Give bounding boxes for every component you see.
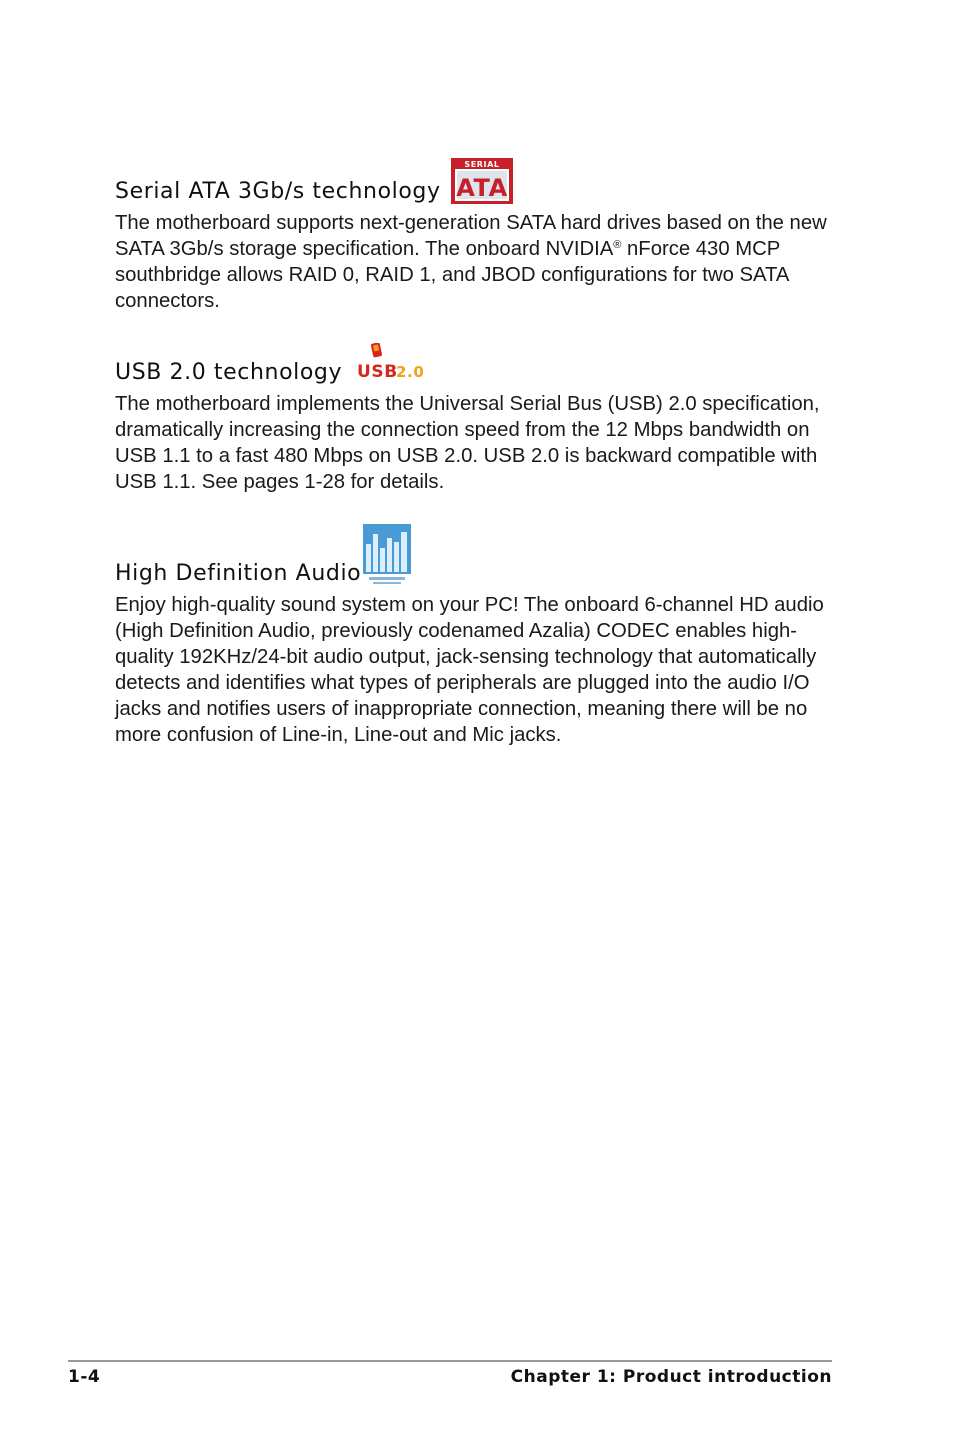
serial-ata-heading: Serial ATA 3Gb/s technology <box>115 179 441 204</box>
section-usb <box>115 343 835 495</box>
page-number: 1-4 <box>68 1367 101 1387</box>
usb-heading: USB 2.0 technology <box>115 360 343 385</box>
section-heading <box>115 524 835 586</box>
usb-logo <box>356 343 426 385</box>
section-hd-audio <box>115 524 835 748</box>
chapter-title: Chapter 1: Product introduction <box>510 1367 832 1387</box>
section-serial-ata <box>115 158 835 314</box>
section-heading <box>115 158 835 204</box>
paragraph-part: nForce 430 MCP southbridge allows RAID 0, RAID 1, and JBOD configurations for two SATA connectors. <box>115 238 789 312</box>
section-heading <box>115 343 835 385</box>
usb-paragraph: The motherboard implements the Universal Serial Bus (USB) 2.0 specification, dramatically increasing the connection speed from the 12 Mbps bandwidth on USB 1.1 to a fast 480 Mbps on USB 2.0. USB 2.0 is backward compatible with USB 1.1. See pages 1-28 for details. <box>115 393 820 493</box>
footer-divider <box>68 1360 832 1362</box>
hd-audio-heading: High Definition Audio <box>115 561 362 586</box>
registered-mark: ® <box>613 239 622 251</box>
hd-audio-paragraph: Enjoy high-quality sound system on your PC! The onboard 6-channel HD audio (High Definition Audio, previously codenamed Azalia) CODEC enables high-quality 192KHz/24-bit audio output, jack-sensing technology that automatically detects and identifies what types of peripherals are plugged into the audio I/O jacks and notifies users of inappropriate connection, meaning there will be no more confusion of Line-in, Line-out and Mic jacks. <box>115 594 824 746</box>
logo-serial-text: SERIAL <box>463 160 500 169</box>
serial-ata-paragraph <box>115 210 835 314</box>
usb-version-text: 2.0 <box>396 363 425 381</box>
logo-ata-text: ATA <box>455 174 508 202</box>
serial-ata-logo <box>451 158 513 204</box>
paragraph-part: The motherboard supports next-generation SATA hard drives based on the new SATA 3Gb/s storage specification. The onboard NVIDIA <box>115 212 827 260</box>
hd-audio-logo <box>363 524 411 586</box>
usb-logo-text: USB <box>357 362 398 382</box>
